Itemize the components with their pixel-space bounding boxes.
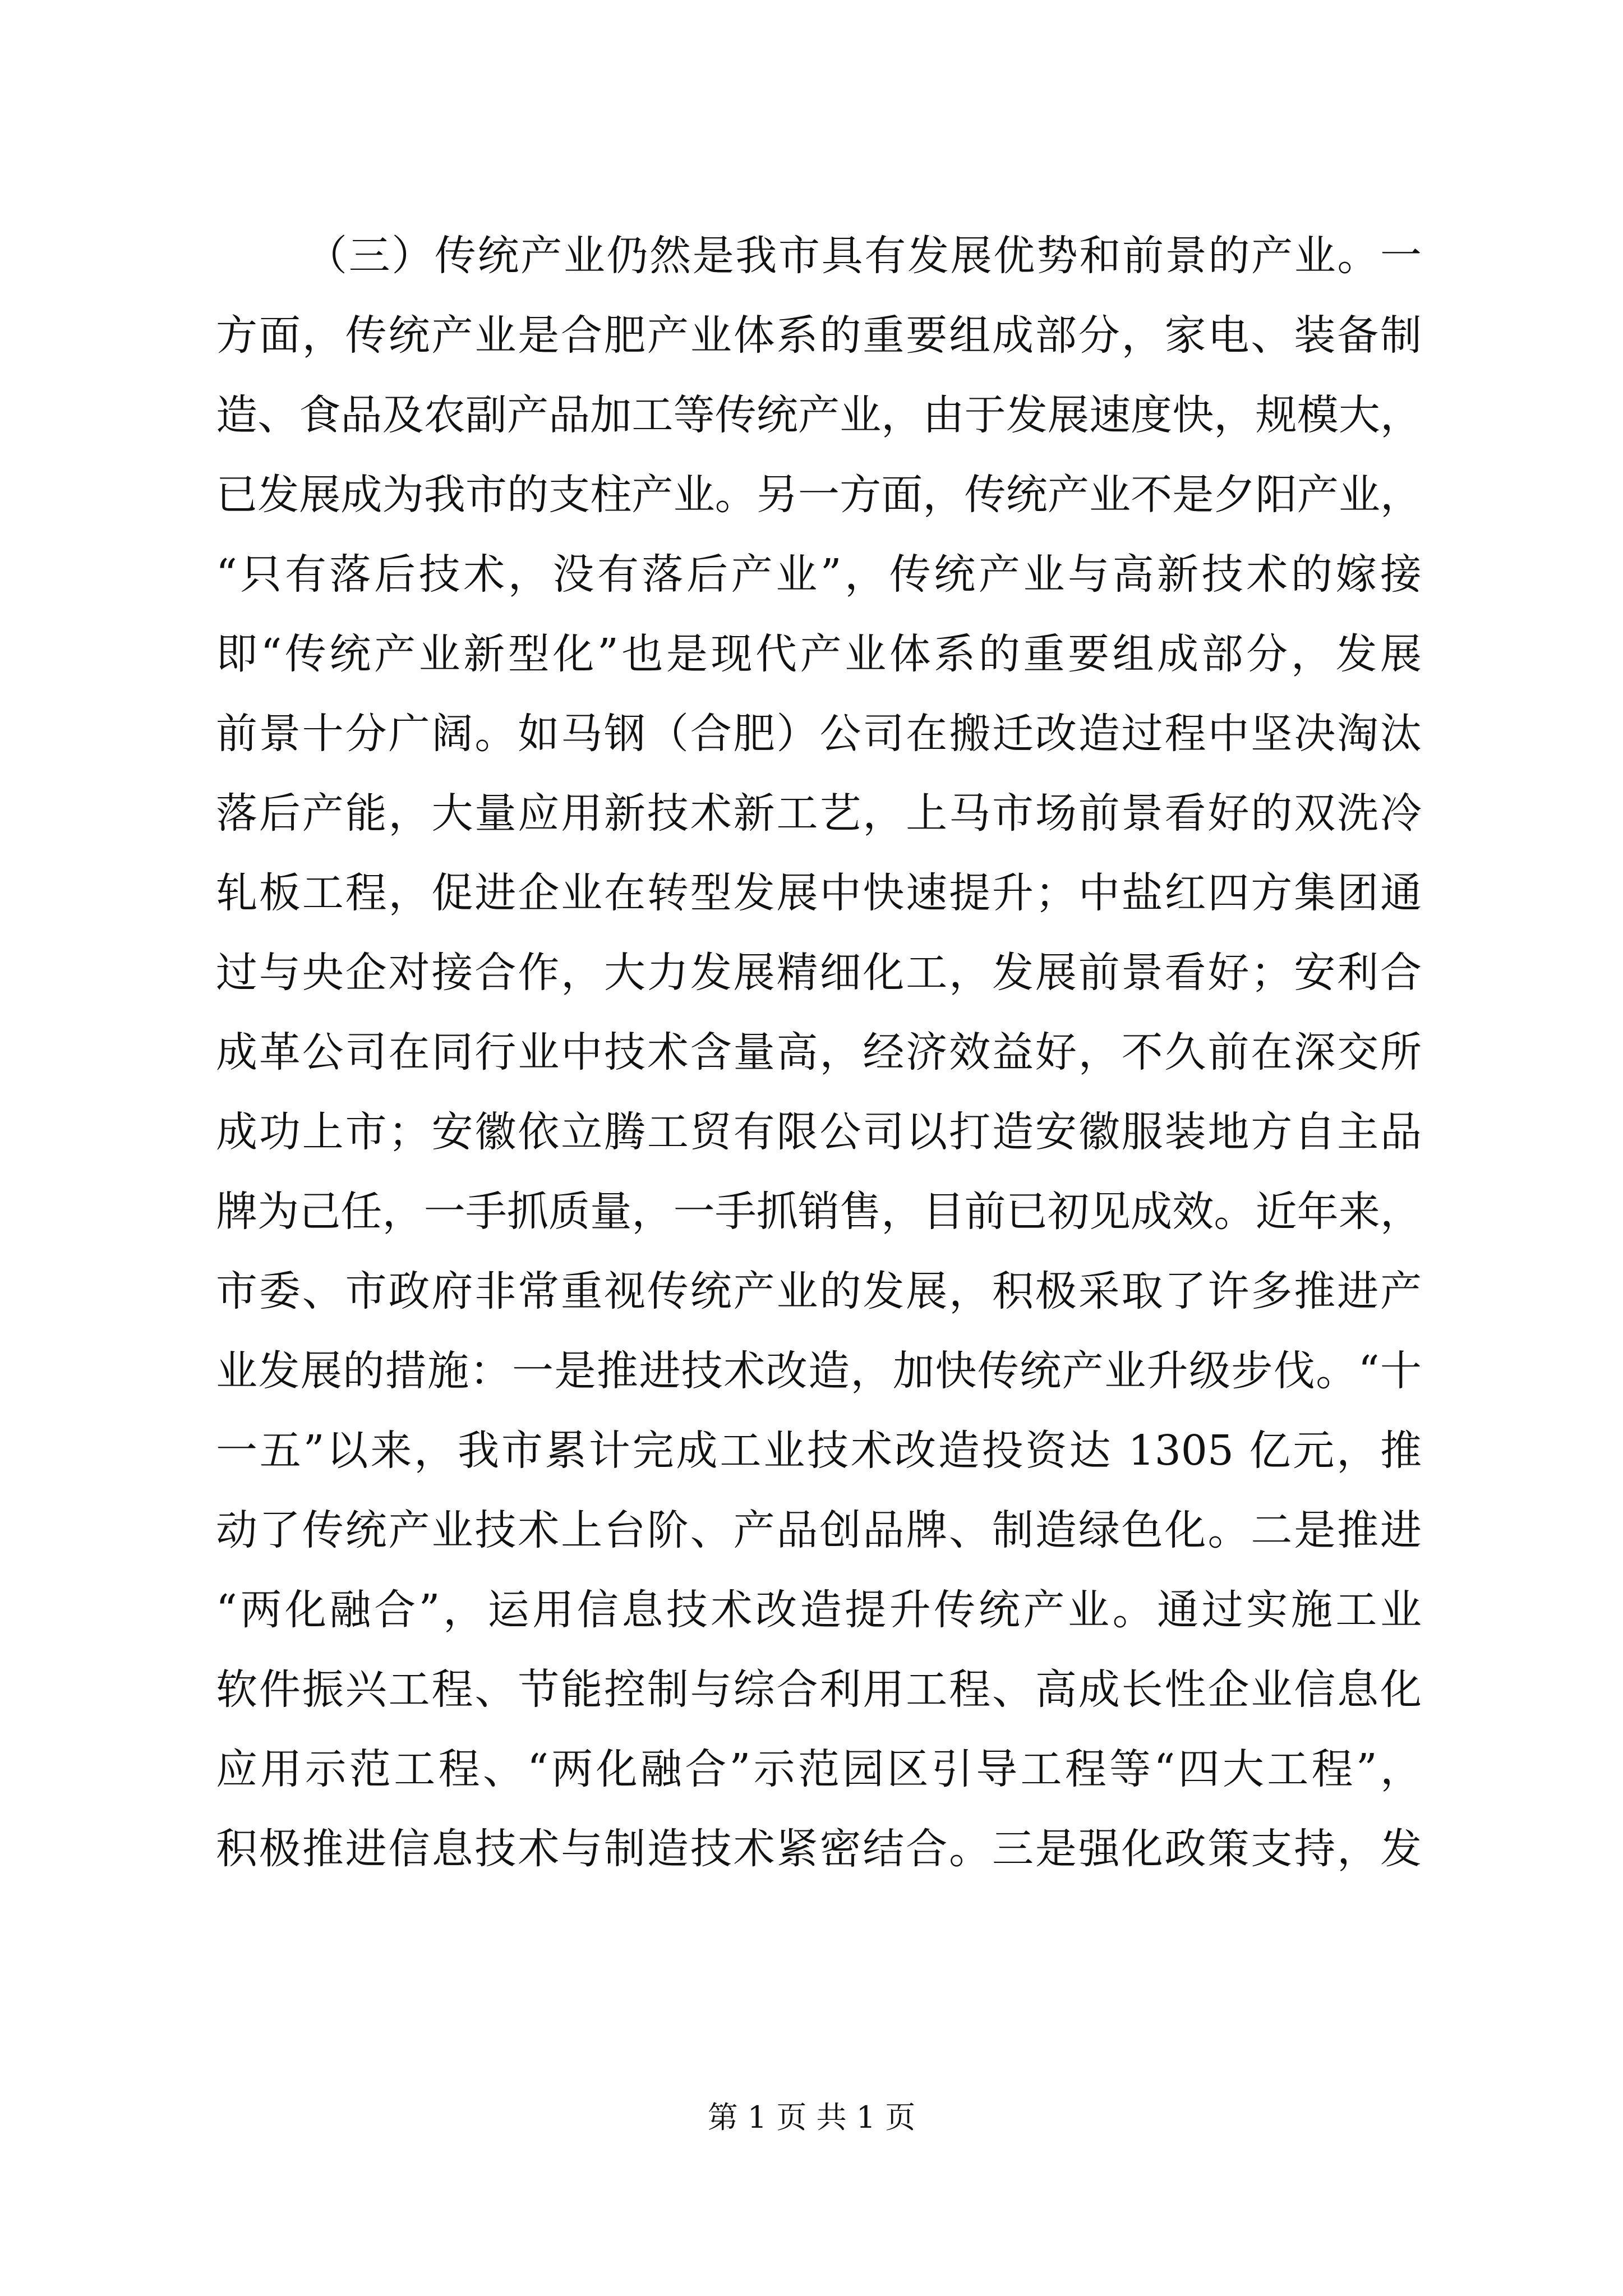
text-line: 即“传统产业新型化”也是现代产业体系的重要组成部分，发展 xyxy=(216,630,1422,678)
text-line: 应用示范工程、“两化融合”示范园区引导工程等“四大工程”， xyxy=(216,1745,1422,1793)
text-line: 前景十分广阔。如马钢（合肥）公司在搬迁改造过程中坚决淘汰 xyxy=(216,710,1422,758)
text-line: 轧板工程，促进企业在转型发展中快速提升；中盐红四方集团通 xyxy=(216,869,1422,917)
text-line: “两化融合”，运用信息技术改造提升传统产业。通过实施工业 xyxy=(216,1586,1422,1634)
text-line: 已发展成为我市的支柱产业。另一方面，传统产业不是夕阳产业， xyxy=(216,471,1422,519)
text-line: 造、食品及农副产品加工等传统产业，由于发展速度快，规模大， xyxy=(216,391,1422,439)
text-line: 市委、市政府非常重视传统产业的发展，积极采取了许多推进产 xyxy=(216,1267,1422,1315)
text-line: 方面，传统产业是合肥产业体系的重要组成部分，家电、装备制 xyxy=(216,311,1422,360)
text-line: 落后产能，大量应用新技术新工艺，上马市场前景看好的双洗冷 xyxy=(216,789,1422,838)
text-line: 成功上市；安徽依立腾工贸有限公司以打造安徽服装地方自主品 xyxy=(216,1108,1422,1156)
body-paragraph xyxy=(216,216,1422,1889)
text-line: 软件振兴工程、节能控制与综合利用工程、高成长性企业信息化 xyxy=(216,1665,1422,1714)
text-line: “只有落后技术，没有落后产业”，传统产业与高新技术的嫁接 xyxy=(216,550,1422,599)
text-line: 业发展的措施：一是推进技术改造，加快传统产业升级步伐。“十 xyxy=(216,1347,1422,1395)
text-line: 动了传统产业技术上台阶、产品创品牌、制造绿色化。二是推进 xyxy=(216,1506,1422,1554)
text-line: 牌为己任，一手抓质量，一手抓销售，目前已初见成效。近年来， xyxy=(216,1188,1422,1236)
text-line: 积极推进信息技术与制造技术紧密结合。三是强化政策支持，发 xyxy=(216,1825,1422,1873)
text-line: 过与央企对接合作，大力发展精细化工，发展前景看好；安利合 xyxy=(216,949,1422,997)
text-line: 成革公司在同行业中技术含量高，经济效益好，不久前在深交所 xyxy=(216,1028,1422,1076)
page-footer: 第 1 页 共 1 页 xyxy=(707,2100,916,2135)
text-line: （三）传统产业仍然是我市具有发展优势和前景的产业。一 xyxy=(306,232,1422,280)
text-line: 一五”以来，我市累计完成工业技术改造投资达 1305 亿元，推 xyxy=(216,1427,1422,1475)
